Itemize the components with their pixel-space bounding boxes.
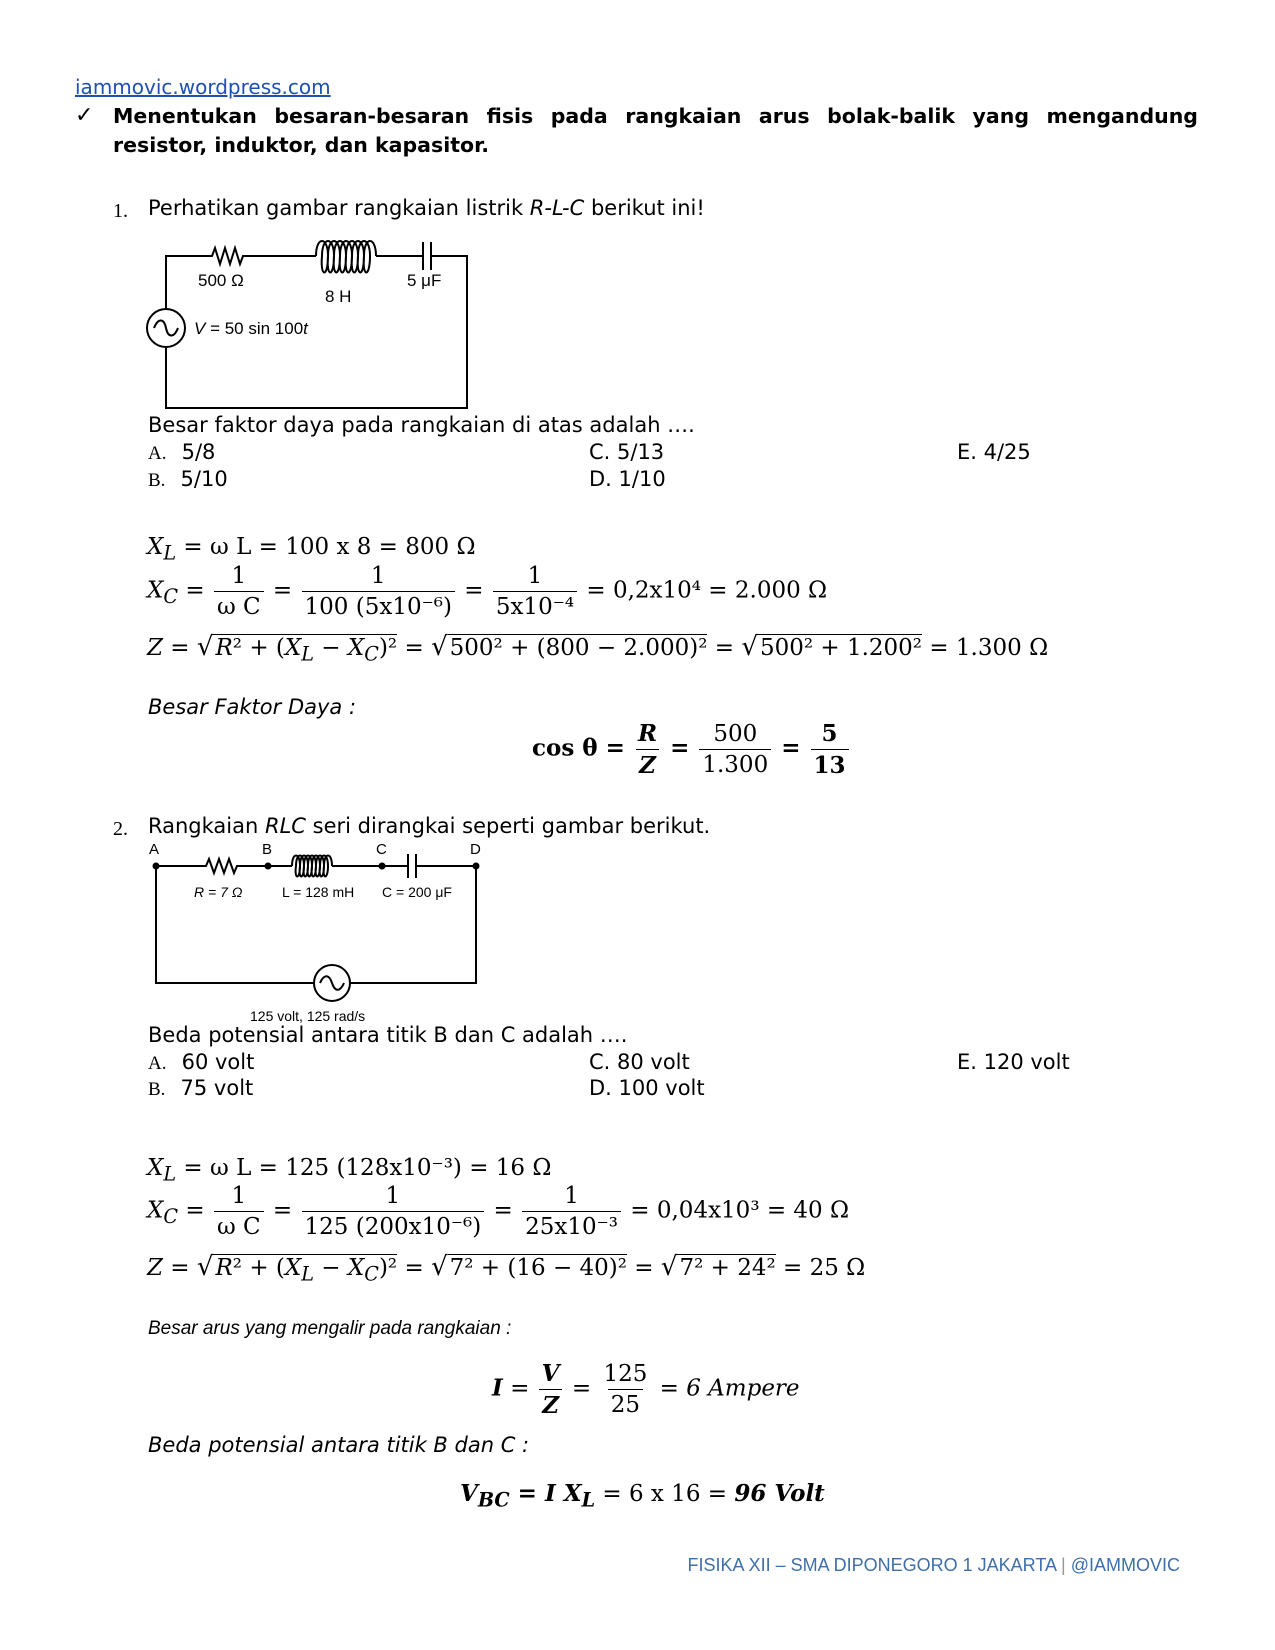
q2-vbc-equation: $V_{BC} = I$ $X_L = 6$ x 16 = 96 Volt (460, 1480, 825, 1512)
q1-option-b[interactable]: B. 5/10 (148, 467, 228, 491)
q1-power-factor-equation: cos θ = $\frac{R}{Z}$ = $\frac{500}{1.300}$ = $\frac{5}{13}$ (532, 720, 851, 779)
checkmark-icon: ✓ (75, 103, 94, 128)
point-d-dot (473, 863, 480, 870)
q2-option-c[interactable]: C. 80 volt (589, 1050, 690, 1074)
q2-option-a[interactable]: A. 60 volt (148, 1050, 255, 1074)
q2-resistor-symbol (156, 859, 292, 873)
point-a-label: A (149, 841, 160, 858)
page-footer: FISIKA XII – SMA DIPONEGORO 1 JAKARTA | @IAMMOVIC (687, 1555, 1180, 1575)
q2-capacitor-label: C = 200 μF (382, 884, 452, 900)
point-c-label: C (376, 841, 387, 858)
q2-xl-equation: $X_L = \omega$ L = 125 (128x10⁻³) = 16 Ω (147, 1155, 552, 1186)
q1-resistor-symbol (172, 248, 316, 264)
point-a-dot (153, 863, 160, 870)
q2-vbc-label: Beda potensial antara titik B dan C : (148, 1433, 530, 1457)
q1-source-label: V = 50 sin 100t (194, 319, 308, 338)
q1-prompt: Perhatikan gambar rangkaian listrik R-L-C berikut ini! (148, 196, 705, 220)
q1-option-d[interactable]: D. 1/10 (589, 467, 666, 491)
q2-xc-equation: $X_C$ = $\frac{1}{\text{ω C}}$ = $\frac{1}{\text{125 (200x10⁻⁶)}}$ = $\frac{1}{\text{25x10⁻³}}$ = 0,04x10³ = 40 Ω (147, 1183, 850, 1240)
q2-option-e[interactable]: E. 120 volt (957, 1050, 1070, 1074)
q2-inductor-symbol (292, 856, 332, 877)
q2-z-equation: $Z = √R^2 + (X_L - X_C)^2 = √7^2 + (16 - 40)^2 = √7^2 + 24^2 = 25$ Ω (147, 1252, 866, 1286)
point-d-label: D (470, 841, 481, 858)
q1-xl-equation: $X_L = \omega$ L = 100 x 8 = 800 Ω (147, 534, 476, 565)
q1-circuit-diagram (140, 230, 490, 430)
q2-option-b[interactable]: B. 75 volt (148, 1076, 254, 1100)
q1-option-a[interactable]: A. 5/8 (148, 440, 216, 464)
q2-current-equation: I = $\frac{V}{Z}$ = $\frac{125}{25}$ = 6 Ampere (492, 1360, 800, 1419)
q1-capacitor-label: 5 μF (407, 271, 442, 290)
q1-inductor-symbol (316, 241, 376, 273)
point-b-dot (265, 863, 272, 870)
q1-xc-equation: $X_C$ = $\frac{1}{\text{ω C}}$ = $\frac{1}{\text{100 (5x10⁻⁶)}}$ = $\frac{1}{\text{5x10⁻⁴}}$ = 0,2x10⁴ = 2.000 Ω (147, 563, 828, 620)
q2-circuit-diagram (140, 840, 500, 1025)
q1-option-c[interactable]: C. 5/13 (589, 440, 665, 464)
q2-number: 2. (113, 818, 128, 840)
q1-inductor-label: 8 H (325, 287, 352, 306)
source-link[interactable]: iammovic.wordpress.com (75, 75, 331, 99)
q2-resistor-label: R = 7 Ω (194, 884, 243, 900)
q2-option-d[interactable]: D. 100 volt (589, 1076, 705, 1100)
q1-power-factor-label: Besar Faktor Daya : (148, 695, 357, 719)
q2-prompt: Rangkaian RLC seri dirangkai seperti gambar berikut. (148, 814, 711, 838)
q1-option-e[interactable]: E. 4/25 (957, 440, 1031, 464)
point-b-label: B (262, 841, 273, 858)
q1-number: 1. (113, 200, 128, 222)
q2-source-label: 125 volt, 125 rad/s (250, 1008, 366, 1024)
section-heading: Menentukan besaran-besaran fisis pada rangkaian arus bolak-balik yang mengandung resistor, induktor, dan kapasitor. (113, 104, 1198, 157)
q1-question: Besar faktor daya pada rangkaian di atas adalah …. (148, 413, 695, 437)
q1-resistor-label: 500 Ω (198, 271, 244, 290)
point-c-dot (379, 863, 386, 870)
q1-z-equation: $Z = √R^2 + (X_L - X_C)^2 = √500^2 + (800 - 2.000)^2 = √500^2 + 1.200^2 = 1.300$ Ω (147, 632, 1049, 666)
q2-question: Beda potensial antara titik B dan C adalah …. (148, 1023, 628, 1047)
q2-current-label: Besar arus yang mengalir pada rangkaian : (148, 1318, 512, 1339)
q2-inductor-label: L = 128 mH (282, 884, 355, 900)
